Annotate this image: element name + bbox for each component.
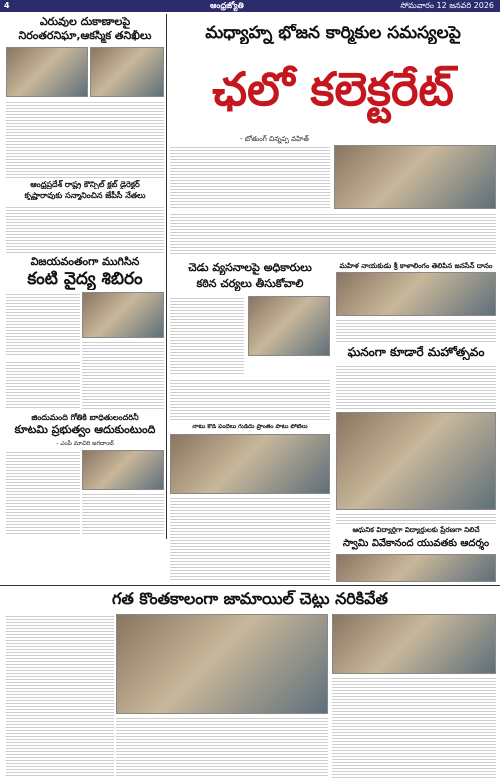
a2-body <box>6 205 164 253</box>
lead-kicker: మధ్యాహ్న భోజన కార్మికుల సమస్యలపై <box>205 24 461 43</box>
a6-headline: మహిళ నాయకుడు శ్రీ కాళాలింగం తెలిపిన జనసేన్ దానం <box>339 262 493 270</box>
a5-headline-1: చెడు వ్యసనాలపై అధికారులు <box>188 262 312 274</box>
a9-photo <box>336 554 496 582</box>
bottom-body-1 <box>6 614 114 778</box>
a3-body-1 <box>6 292 80 356</box>
a6-photo <box>336 272 496 316</box>
a5-headline-2: కఠిన చర్యలు తీసుకోవాలి <box>196 278 304 290</box>
a1-headline-2: నిరంతరనిఘా,ఆకస్మిక తనిఖీలు <box>18 30 152 42</box>
a1-headline-1: ఎరువుల దుకాణాలపై <box>39 16 131 28</box>
bottom-photo-1 <box>116 614 328 714</box>
bottom-headline: గత కొంతకాలంగా జామాయిల్ చెట్లు నరికివేత <box>112 590 388 608</box>
a4-headline-1: జిందుమంది గోతికి బాధితులందరినీ <box>31 413 139 422</box>
a8-body <box>170 496 330 582</box>
a2-headline-1: ఆంధ్రప్రదేశ్ రాష్ట్ర కౌన్సిల్ క్లబ్ డైరెక్టర్ <box>30 180 140 189</box>
a5-body-2 <box>170 378 330 422</box>
a7-headline: ఘనంగా కూడారే మహోత్సవం <box>347 346 485 359</box>
a3-headline-2: కంటి వైద్య శిబిరం <box>27 270 143 289</box>
a5-body-1 <box>170 296 244 376</box>
lead-photo <box>334 145 496 209</box>
a1-photo-1 <box>6 47 88 97</box>
a4-photo <box>82 450 164 490</box>
a7-photo <box>336 412 496 510</box>
page-header <box>0 0 500 12</box>
a1-photo-2 <box>90 47 164 97</box>
bottom-photo-2 <box>332 614 496 674</box>
lead-headline: ఛలో కలెక్టరేట్ <box>212 62 454 116</box>
bottom-body-3 <box>332 676 496 778</box>
a4-byline: - ఎంపీ మాచిరి జగదాంబ్ <box>56 440 114 447</box>
column-rule-left <box>166 14 167 539</box>
lead-byline: - బోతుంగ్ చిన్నప్ప వహిత్ <box>240 135 309 143</box>
a7-caption <box>336 512 496 524</box>
a7-body <box>336 364 496 410</box>
paper-name: ఆంధ్రజ్యోతి <box>210 1 244 10</box>
a2-headline-2: కృష్ణారావుకు సన్మానించిన జేపీసీ నేతలు <box>24 191 146 200</box>
lead-body-2 <box>170 212 496 254</box>
a9-headline-1: ఆధునిక విద్యార్థిగా విద్యార్థులకు ప్రేరణగా నిలిచే <box>352 526 480 534</box>
issue-date: సోమవారం 12 జనవరి 2026 <box>400 1 494 10</box>
a8-photo <box>170 434 330 494</box>
a5-photo <box>248 296 330 356</box>
page-number: 4 <box>4 1 10 10</box>
bottom-body-2 <box>116 716 328 778</box>
a8-headline: నాటు కోడి పందేలు గుడిదు ప్రాంతం పాటు పోటీలు <box>192 424 308 430</box>
a4-body-1 <box>6 450 80 536</box>
a3-headline-1: విజయవంతంగా ముగిసిన <box>30 256 140 268</box>
a1-body <box>6 100 164 178</box>
a3-body-2 <box>82 340 164 410</box>
a3-body-3 <box>6 360 80 410</box>
lead-body-1 <box>170 145 330 209</box>
a6-body <box>336 318 496 342</box>
bottom-rule <box>0 585 500 586</box>
a4-body-2 <box>82 492 164 536</box>
a4-headline-2: కూటమి ప్రభుత్వం ఆదుకుంటుంది <box>14 424 156 436</box>
a9-headline-2: స్వామి వివేకానంద యువతకు ఆదర్శం <box>342 538 490 549</box>
a3-photo <box>82 292 164 338</box>
